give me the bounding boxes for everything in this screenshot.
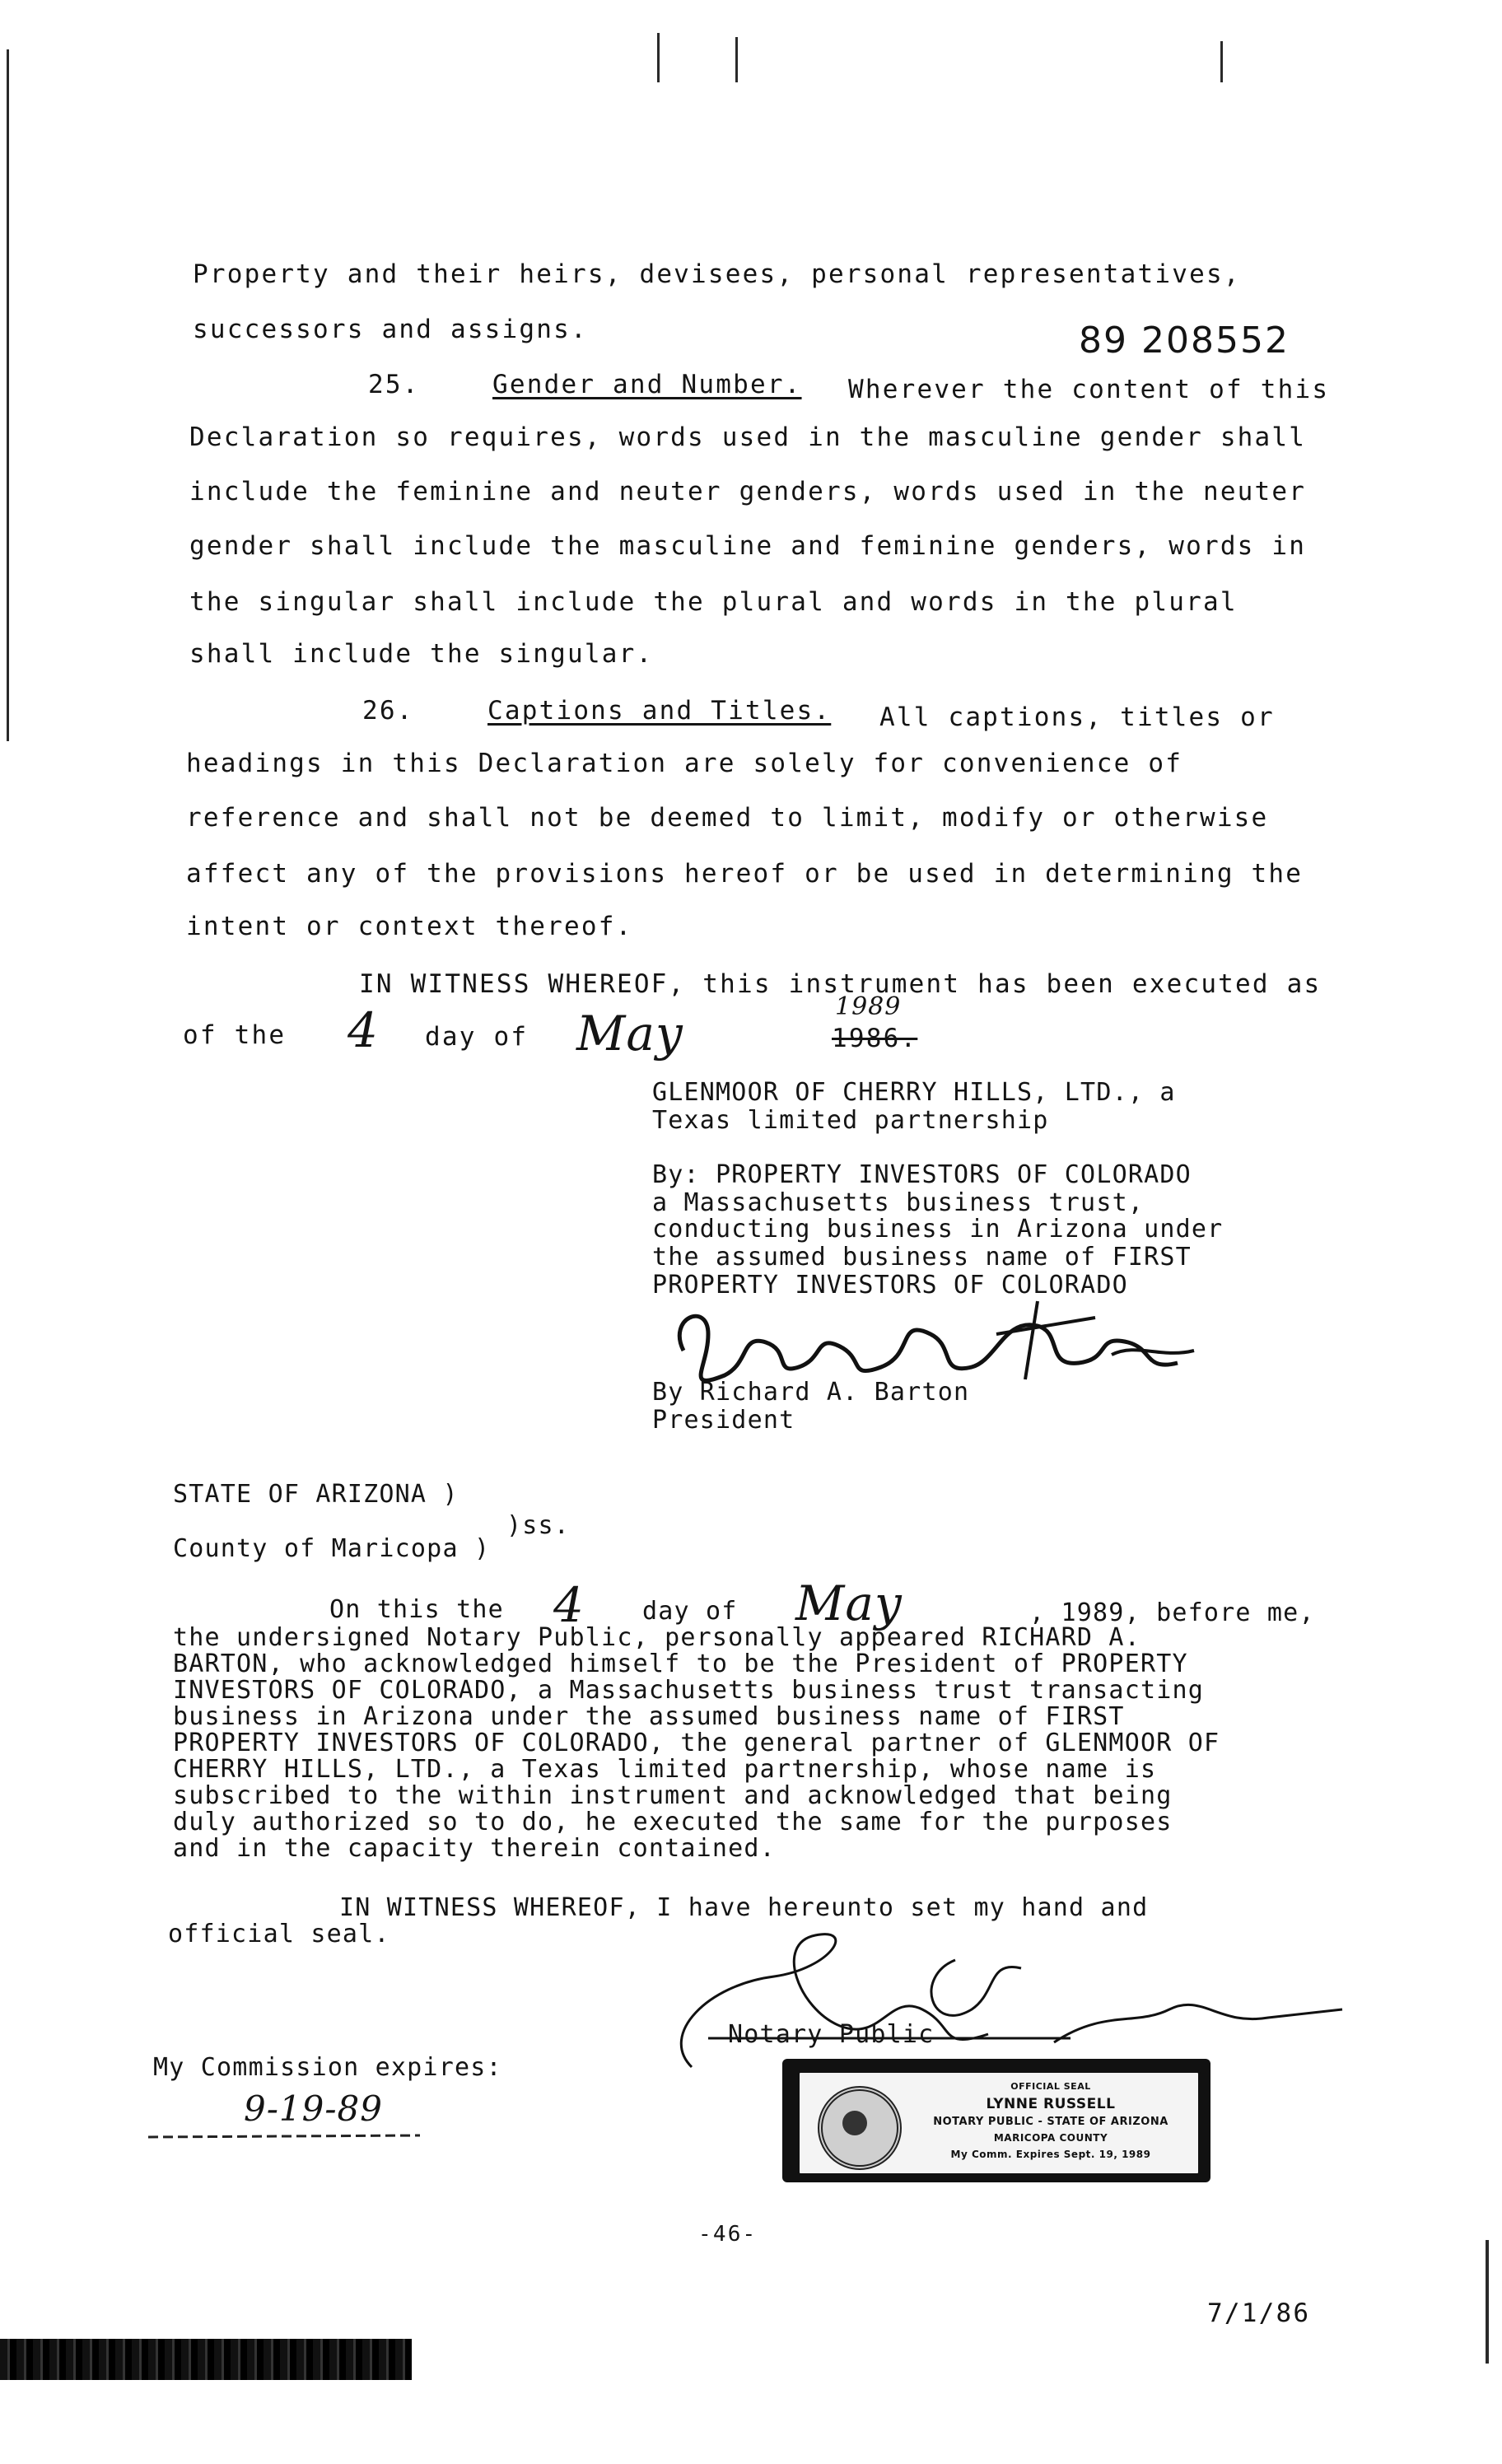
section-26-number: 26. [362, 696, 414, 726]
ack-line: and in the capacity therein contained. [173, 1834, 776, 1863]
signature-block-line: By: PROPERTY INVESTORS OF COLORADO [652, 1160, 1192, 1189]
body-line: successors and assigns. [193, 315, 588, 344]
signature-block-line: GLENMOOR OF CHERRY HILLS, LTD., a [652, 1078, 1176, 1107]
body-line: intent or context thereof. [186, 912, 633, 941]
ack-line: duly authorized so to do, he executed the same for the purposes [173, 1808, 1173, 1836]
ack-day-prefix: On this the [329, 1595, 504, 1624]
scan-edge-right-mark [1486, 2240, 1489, 2364]
body-line: headings in this Declaration are solely for convenience of [186, 749, 1183, 778]
ack-middle: day of [642, 1597, 738, 1626]
scan-edge-left [7, 49, 9, 741]
body-line: All captions, titles or [879, 702, 1275, 732]
signer-line: By Richard A. Barton [652, 1378, 970, 1407]
witness-intro: IN WITNESS WHEREOF, this instrument has been executed as [359, 969, 1322, 999]
notary-witness-line: IN WITNESS WHEREOF, I have hereunto set my hand and [339, 1893, 1149, 1922]
scan-edge-top-mark-3 [1220, 41, 1223, 82]
commission-date-handwritten: 9-19-89 [244, 2088, 383, 2129]
section-26-heading: Captions and Titles. [487, 696, 832, 726]
seal-line: MARICOPA COUNTY [993, 2132, 1108, 2144]
commission-date-underline [148, 2129, 420, 2145]
body-line: Property and their heirs, devisees, personal representatives, [193, 259, 1241, 289]
body-line: gender shall include the masculine and feminine genders, words in [189, 531, 1307, 561]
signature-block-line: the assumed business name of FIRST [652, 1243, 1192, 1272]
signature-block-line: a Massachusetts business trust, [652, 1188, 1145, 1217]
body-line: reference and shall not be deemed to limit, modify or otherwise [186, 803, 1269, 833]
venue-county: County of Maricopa ) [173, 1534, 491, 1563]
execution-prefix: of the [183, 1020, 287, 1050]
ack-line: the undersigned Notary Public, personally appeared RICHARD A. [173, 1623, 1140, 1652]
ack-line: subscribed to the within instrument and acknowledged that being [173, 1781, 1173, 1810]
signature-block-line: conducting business in Arizona under [652, 1215, 1224, 1244]
execution-middle: day of [425, 1022, 529, 1052]
execution-month-handwritten: May [576, 1006, 683, 1062]
body-line: the singular shall include the plural and words in the plural [189, 587, 1238, 617]
ack-line: PROPERTY INVESTORS OF COLORADO, the general partner of GLENMOOR OF [173, 1729, 1220, 1757]
section-25-number: 25. [368, 370, 420, 399]
seal-line: LYNNE RUSSELL [986, 2096, 1116, 2112]
venue-ss: )ss. [506, 1511, 571, 1540]
scan-edge-bottom-bar [0, 2339, 412, 2380]
signature-block-line: PROPERTY INVESTORS OF COLORADO [652, 1271, 1128, 1300]
signer-title: President [652, 1406, 795, 1435]
ack-month-handwritten: May [795, 1575, 903, 1631]
execution-year-handwritten: 1989 [835, 992, 902, 1021]
body-line: include the feminine and neuter genders, words used in the neuter [189, 477, 1307, 506]
ack-line: BARTON, who acknowledged himself to be the President of PROPERTY [173, 1650, 1188, 1678]
page-number: -46- [698, 2222, 758, 2247]
seal-line: My Comm. Expires Sept. 19, 1989 [950, 2149, 1151, 2160]
scan-edge-top-mark [657, 33, 660, 82]
notary-witness-line: official seal. [168, 1920, 390, 1948]
scan-edge-top-mark-2 [735, 37, 738, 82]
commission-label: My Commission expires: [153, 2053, 502, 2082]
ack-line: INVESTORS OF COLORADO, a Massachusetts business trust transacting [173, 1676, 1204, 1705]
notary-seal [782, 2059, 1210, 2182]
seal-line: NOTARY PUBLIC - STATE OF ARIZONA [933, 2116, 1168, 2128]
ack-day-handwritten: 4 [553, 1577, 585, 1633]
ack-line: CHERRY HILLS, LTD., a Texas limited partnership, whose name is [173, 1755, 1157, 1784]
body-line: Wherever the content of this [848, 375, 1330, 404]
seal-line: OFFICIAL SEAL [1010, 2081, 1091, 2092]
signature-block-line: Texas limited partnership [652, 1106, 1049, 1135]
notary-signature [642, 1911, 1350, 2084]
venue-state: STATE OF ARIZONA ) [173, 1480, 459, 1509]
body-line: shall include the singular. [189, 639, 654, 669]
state-seal-emblem [818, 2086, 902, 2170]
body-line: Declaration so requires, words used in the masculine gender shall [189, 422, 1307, 452]
execution-day-handwritten: 4 [348, 1002, 379, 1058]
recording-number: 89 208552 [1079, 320, 1290, 362]
notary-label: Notary Public [728, 2020, 935, 2049]
ack-year-suffix: , 1989, before me, [1029, 1598, 1315, 1627]
revision-date: 7/1/86 [1207, 2298, 1311, 2328]
ack-line: business in Arizona under the assumed business name of FIRST [173, 1702, 1125, 1731]
execution-year-struck: 1986. [832, 1024, 918, 1053]
body-line: affect any of the provisions hereof or be used in determining the [186, 859, 1304, 889]
section-25-heading: Gender and Number. [492, 370, 802, 399]
